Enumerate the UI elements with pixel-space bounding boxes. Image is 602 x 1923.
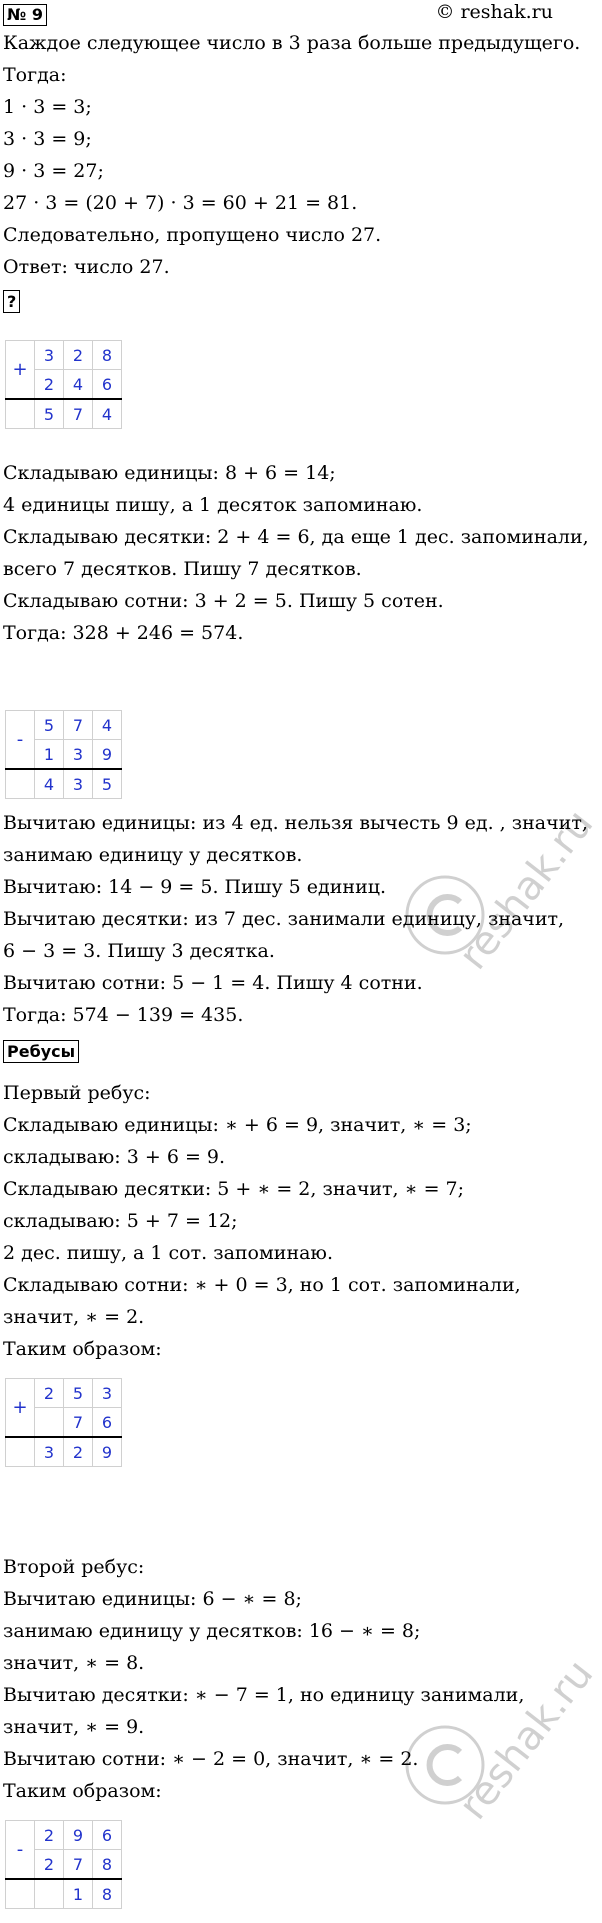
text-line: значит, ∗ = 8.	[3, 1652, 145, 1674]
digit-cell: 8	[93, 1879, 122, 1909]
text-line: Вычитаю единицы: из 4 ед. нельзя вычесть 9 ед. , значит,	[3, 812, 588, 834]
text-line: занимаю единицу у десятков.	[3, 844, 303, 866]
text-line: Вычитаю: 14 − 9 = 5. Пишу 5 единиц.	[3, 876, 386, 898]
watermark-text: reshak.ru	[450, 801, 602, 979]
digit-cell: 7	[64, 1850, 93, 1880]
digit-cell: 5	[64, 1379, 93, 1408]
text-line: Ответ: число 27.	[3, 256, 170, 278]
digit-cell: 3	[93, 1379, 122, 1408]
rebus-addition-grid	[5, 1378, 122, 1467]
text-line: Складываю единицы: ∗ + 6 = 9, значит, ∗ = 3;	[3, 1114, 472, 1136]
text-line: Вычитаю единицы: 6 − ∗ = 8;	[3, 1588, 302, 1610]
text-line: складываю: 5 + 7 = 12;	[3, 1210, 238, 1232]
text-line: Складываю сотни: ∗ + 0 = 3, но 1 сот. запоминали,	[3, 1274, 521, 1296]
text-line: Каждое следующее число в 3 раза больше предыдущего.	[3, 32, 581, 54]
digit-cell: 7	[64, 1408, 93, 1438]
digit-cell: 8	[93, 341, 122, 370]
operation-sign: -	[6, 1821, 35, 1880]
text-line: 6 − 3 = 3. Пишу 3 десятка.	[3, 940, 275, 962]
text-line: 27 · 3 = (20 + 7) · 3 = 60 + 21 = 81.	[3, 192, 358, 214]
digit-cell: 2	[35, 1379, 64, 1408]
digit-cell: 7	[64, 711, 93, 740]
digit-cell: 5	[35, 711, 64, 740]
text-line: Тогда: 328 + 246 = 574.	[3, 622, 244, 644]
text-line: Второй ребус:	[3, 1556, 145, 1578]
digit-cell: 2	[35, 1821, 64, 1850]
digit-cell: 2	[64, 1437, 93, 1467]
text-line: всего 7 десятков. Пишу 7 десятков.	[3, 558, 362, 580]
addition-grid	[5, 340, 122, 429]
digit-cell: 4	[64, 370, 93, 400]
digit-cell: 9	[64, 1821, 93, 1850]
digit-cell: 2	[64, 341, 93, 370]
text-line: значит, ∗ = 9.	[3, 1716, 145, 1738]
operation-sign: +	[6, 1379, 35, 1438]
digit-cell	[35, 1408, 64, 1438]
site-credit: © reshak.ru	[435, 1, 553, 23]
watermark-text: reshak.ru	[450, 1651, 602, 1829]
rebus-label: Ребусы	[3, 1040, 79, 1063]
digit-cell: 1	[35, 740, 64, 770]
text-line: Вычитаю сотни: ∗ − 2 = 0, значит, ∗ = 2.	[3, 1748, 419, 1770]
digit-cell: 8	[93, 1850, 122, 1880]
text-line: Вычитаю десятки: из 7 дес. занимали единицу, значит,	[3, 908, 565, 930]
digit-cell: 7	[64, 399, 93, 429]
text-line: Вычитаю сотни: 5 − 1 = 4. Пишу 4 сотни.	[3, 972, 423, 994]
text-line: 9 · 3 = 27;	[3, 160, 104, 182]
text-line: Таким образом:	[3, 1780, 162, 1802]
digit-cell: 6	[93, 1408, 122, 1438]
digit-cell: 3	[35, 341, 64, 370]
digit-cell: 4	[93, 399, 122, 429]
operation-sign: +	[6, 341, 35, 400]
digit-cell: 1	[64, 1879, 93, 1909]
text-line: 4 единицы пишу, а 1 десяток запоминаю.	[3, 494, 423, 516]
question-label: ?	[3, 290, 20, 313]
text-line: Тогда: 574 − 139 = 435.	[3, 1004, 244, 1026]
empty-cell	[6, 1879, 35, 1909]
digit-cell: 4	[93, 711, 122, 740]
digit-cell: 2	[35, 370, 64, 400]
text-line: складываю: 3 + 6 = 9.	[3, 1146, 226, 1168]
digit-cell: 3	[64, 740, 93, 770]
text-line: 1 · 3 = 3;	[3, 96, 92, 118]
text-line: Складываю сотни: 3 + 2 = 5. Пишу 5 сотен.	[3, 590, 444, 612]
text-line: Первый ребус:	[3, 1082, 151, 1104]
digit-cell: 3	[64, 769, 93, 799]
empty-cell	[6, 1437, 35, 1467]
digit-cell: 3	[35, 1437, 64, 1467]
operation-sign: -	[6, 711, 35, 770]
digit-cell: 6	[93, 1821, 122, 1850]
text-line: 3 · 3 = 9;	[3, 128, 92, 150]
digit-cell: 9	[93, 1437, 122, 1467]
digit-cell: 9	[93, 740, 122, 770]
empty-cell	[6, 399, 35, 429]
empty-cell	[6, 769, 35, 799]
text-line: Складываю единицы: 8 + 6 = 14;	[3, 462, 336, 484]
rebus-subtraction-grid	[5, 1820, 122, 1909]
subtraction-grid	[5, 710, 122, 799]
digit-cell: 2	[35, 1850, 64, 1880]
text-line: Вычитаю десятки: ∗ − 7 = 1, но единицу занимали,	[3, 1684, 525, 1706]
task-number: № 9	[3, 4, 47, 26]
text-line: Складываю десятки: 5 + ∗ = 2, значит, ∗ = 7;	[3, 1178, 465, 1200]
text-line: Тогда:	[3, 64, 67, 86]
digit-cell: 5	[93, 769, 122, 799]
text-line: Следовательно, пропущено число 27.	[3, 224, 382, 246]
text-line: Складываю десятки: 2 + 4 = 6, да еще 1 дес. запоминали,	[3, 526, 589, 548]
text-line: Таким образом:	[3, 1338, 162, 1360]
text-line: занимаю единицу у десятков: 16 − ∗ = 8;	[3, 1620, 421, 1642]
text-line: значит, ∗ = 2.	[3, 1306, 145, 1328]
digit-cell: 6	[93, 370, 122, 400]
text-line: 2 дес. пишу, а 1 сот. запоминаю.	[3, 1242, 334, 1264]
digit-cell: 5	[35, 399, 64, 429]
digit-cell	[35, 1879, 64, 1909]
digit-cell: 4	[35, 769, 64, 799]
